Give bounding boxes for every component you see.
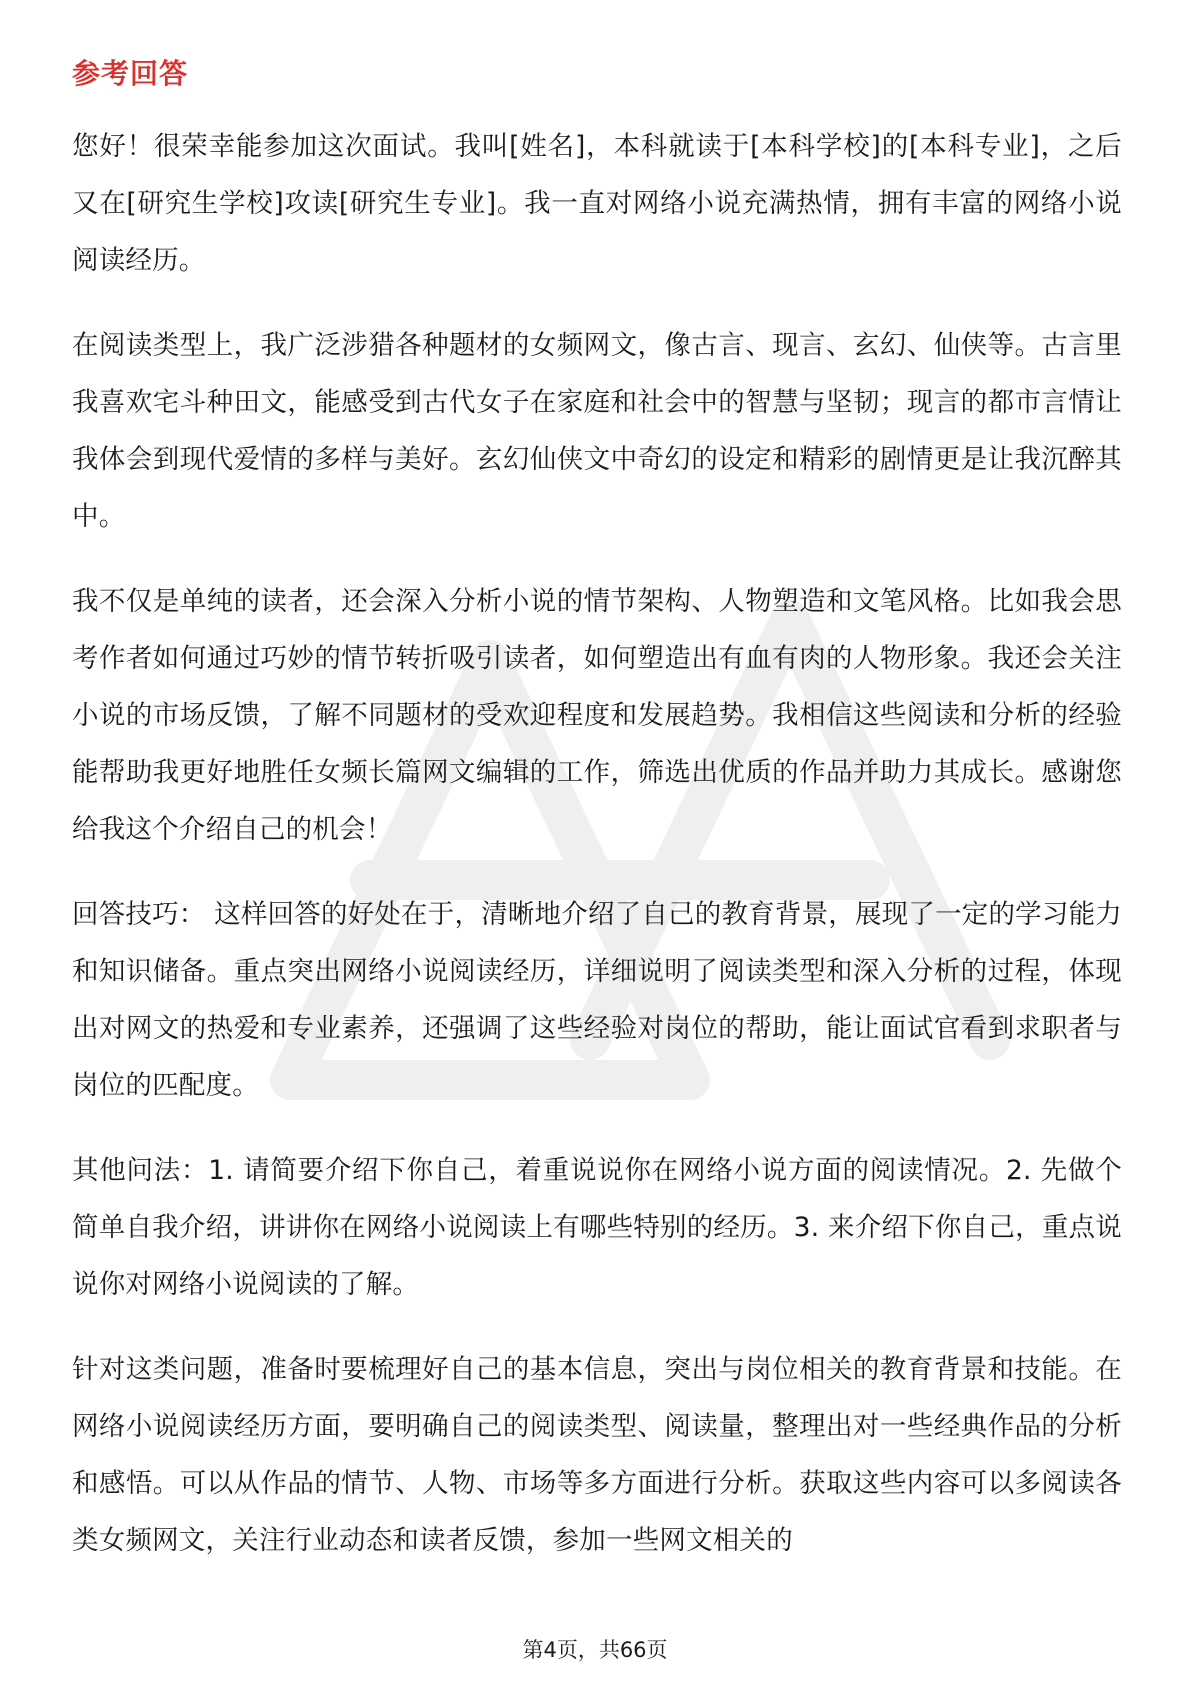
section-title: 参考回答	[72, 57, 189, 90]
document-body	[72, 118, 1122, 1597]
paragraph-reading-types: 在阅读类型上，我广泛涉猎各种题材的女频网文，像古言、现言、玄幻、仙侠等。古言里我喜欢宅斗种田文，能感受到古代女子在家庭和社会中的智慧与坚韧；现言的都市言情让我体会到现代爱情的多样与美好。玄幻仙侠文中奇幻的设定和精彩的剧情更是让我沉醉其中。	[72, 330, 1122, 532]
paragraph-preparation: 针对这类问题，准备时要梳理好自己的基本信息，突出与岗位相关的教育背景和技能。在网络小说阅读经历方面，要明确自己的阅读类型、阅读量，整理出对一些经典作品的分析和感悟。可以从作品的情节、人物、市场等多方面进行分析。获取这些内容可以多阅读各类女频网文，关注行业动态和读者反馈，参加一些网文相关的	[72, 1354, 1122, 1556]
paragraph-answer-tips: 回答技巧： 这样回答的好处在于，清晰地介绍了自己的教育背景，展现了一定的学习能力和知识储备。重点突出网络小说阅读经历，详细说明了阅读类型和深入分析的过程，体现出对网文的热爱和专业素养，还强调了这些经验对岗位的帮助，能让面试官看到求职者与岗位的匹配度。	[72, 899, 1122, 1101]
paragraph-other-questions: 其他问法：1. 请简要介绍下你自己，着重说说你在网络小说方面的阅读情况。2. 先做个简单自我介绍，讲讲你在网络小说阅读上有哪些特别的经历。3. 来介绍下你自己，重点说说你对网络小说阅读的了解。	[72, 1155, 1122, 1300]
paragraph-intro: 您好！很荣幸能参加这次面试。我叫[姓名]，本科就读于[本科学校]的[本科专业]，之后又在[研究生学校]攻读[研究生专业]。我一直对网络小说充满热情，拥有丰富的网络小说阅读经历。	[72, 131, 1122, 276]
page-number: 第4页，共66页	[522, 1638, 668, 1662]
paragraph-analysis: 我不仅是单纯的读者，还会深入分析小说的情节架构、人物塑造和文笔风格。比如我会思考作者如何通过巧妙的情节转折吸引读者，如何塑造出有血有肉的人物形象。我还会关注小说的市场反馈，了解不同题材的受欢迎程度和发展趋势。我相信这些阅读和分析的经验能帮助我更好地胜任女频长篇网文编辑的工作，筛选出优质的作品并助力其成长。感谢您给我这个介绍自己的机会！	[72, 586, 1122, 845]
